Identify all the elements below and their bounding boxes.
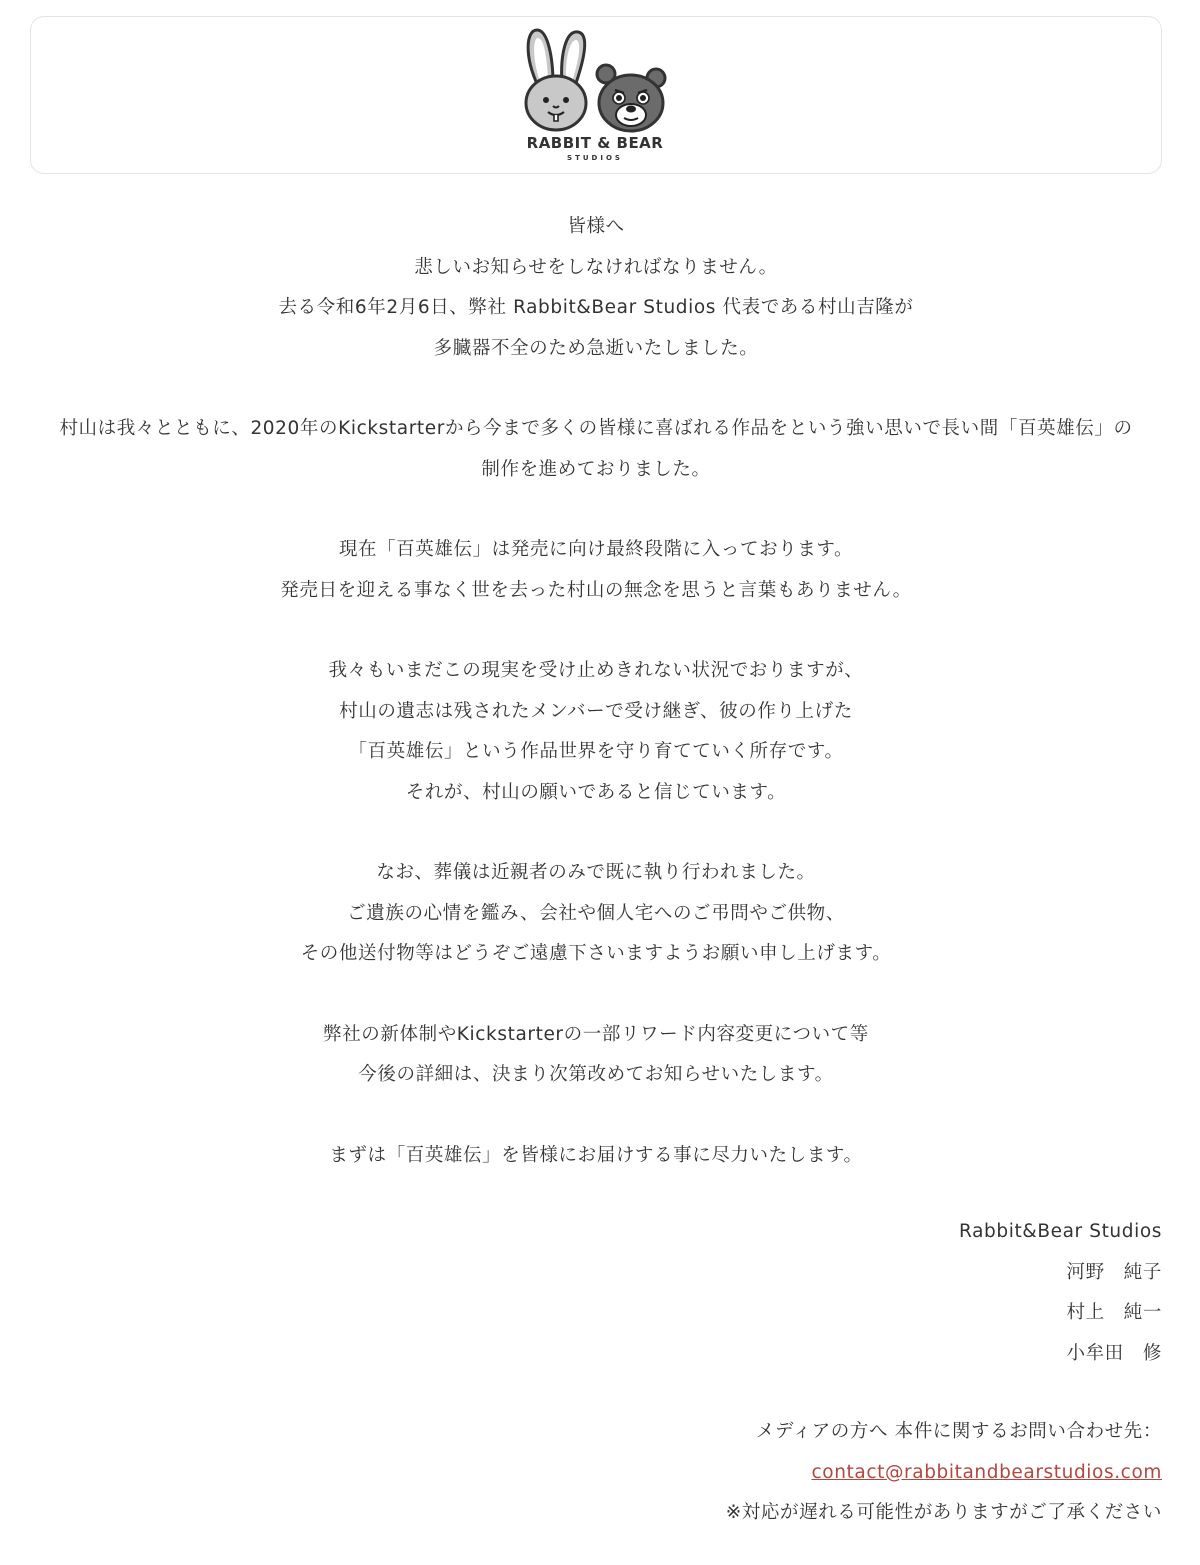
contact-note: ※対応が遅れる可能性がありますがご了承ください [725,1502,1162,1523]
signature-name: 小牟田 修 [1066,1342,1162,1364]
contact-email-link[interactable]: contact@rabbitandbearstudios.com [811,1461,1162,1483]
rabbit-and-bear-logo[interactable] [520,26,670,162]
text-line: 弊社の新体制やKickstarterの一部リワード内容変更について等 [323,1023,869,1045]
signature-name: 河野 純子 [1066,1261,1162,1283]
announcement-body [30,207,1162,1216]
logo-title: RABBIT & BEAR [526,134,664,152]
text-line: 今後の詳細は、決まり次第改めてお知らせいたします。 [358,1064,834,1085]
text-line: 皆様へ [567,216,625,237]
text-line: 「百英雄伝」という作品世界を守り育てていく所存です。 [348,741,844,762]
text-line: ご遺族の心情を鑑み、会社や個人宅へのご弔問やご供物、 [347,902,845,924]
contact-email-line [30,1453,1162,1494]
text-line: それが、村山の願いであると信じています。 [405,781,787,803]
paragraph-future-details [30,1015,1162,1096]
logo-subtitle: STUDIOS [567,154,623,162]
text-line: 多臓器不全のため急逝いたしました。 [433,337,759,359]
signature-block [30,1212,1162,1374]
signature-name: 村上 純一 [1066,1302,1162,1323]
paragraph-release-status [30,530,1162,611]
contact-label: メディアの方へ 本件に関するお問い合わせ先： [755,1421,1162,1442]
paragraph-funeral [30,853,1162,975]
text-line: なお、葬儀は近親者のみで既に執り行われました。 [376,862,816,883]
text-line: 現在「百英雄伝」は発売に向け最終段階に入っております。 [338,539,854,560]
text-line: 去る令和6年2月6日、弊社 Rabbit&Bear Studios 代表である村山吉隆が [278,297,914,318]
rabbit-icon [526,30,586,130]
text-line: 制作を進めておりました。 [481,458,711,480]
text-line: 村山の遺志は残されたメンバーで受け継ぎ、彼の作り上げた [339,700,853,722]
paragraph-closing [30,1136,1162,1177]
paragraph-legacy [30,651,1162,813]
text-line: 悲しいお知らせをしなければなりません。 [414,256,778,278]
media-contact-block [30,1412,1162,1534]
bear-icon [597,65,665,131]
text-line: まずは「百英雄伝」を皆様にお届けする事に尽力いたします。 [329,1144,863,1166]
text-line: その他送付物等はどうぞご遠慮下さいますようお願い申し上げます。 [300,943,892,964]
paragraph-greeting [30,207,1162,369]
text-line: 我々もいまだこの現実を受け止めきれない状況でおりますが、 [328,660,864,681]
paragraph-kickstarter [30,409,1162,490]
text-line: 発売日を迎える事なく世を去った村山の無念を思うと言葉もありません。 [280,579,912,601]
text-line: 村山は我々とともに、2020年のKickstarterから今まで多くの皆様に喜ばれる作品をという強い思いで長い間「百英雄伝」の [59,418,1133,439]
signature-company: Rabbit&Bear Studios [959,1221,1162,1242]
